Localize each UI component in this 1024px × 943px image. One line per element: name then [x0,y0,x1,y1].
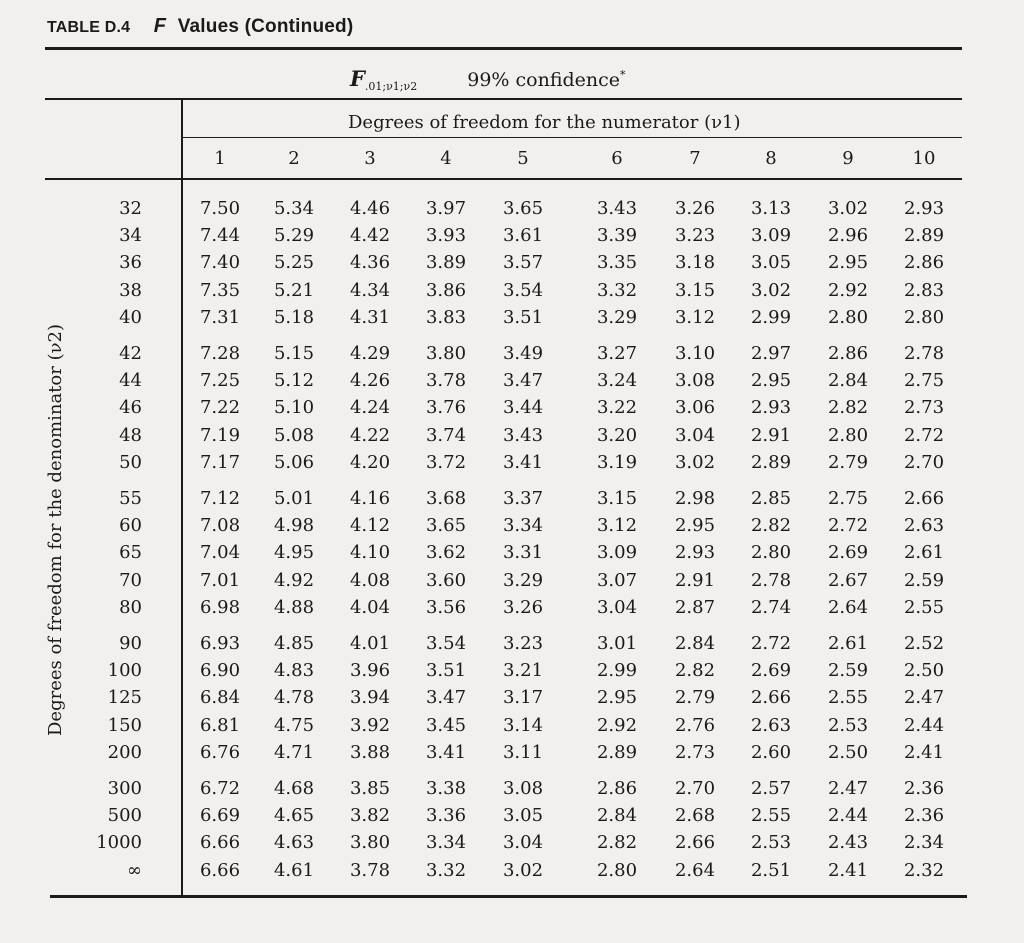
table-cell: 3.29 [596,306,638,328]
table-cell: 3.83 [425,306,467,328]
table-cell: 2.55 [827,687,869,709]
row-label-10: 55 [119,488,142,509]
table-cell: 2.73 [674,741,716,763]
table-cell: 7.35 [199,279,241,301]
table-cell: 3.15 [596,488,638,509]
table-cell: 3.34 [425,832,467,854]
table-cell: 2.72 [903,424,945,446]
column-header-7: 7 [689,148,701,169]
table-cell: 2.82 [827,397,869,419]
table-cell: 4.42 [349,225,391,247]
table-cell: 3.01 [596,633,638,654]
row-label-13: 70 [119,569,142,591]
table-cell: 3.26 [502,596,544,618]
table-cell: 2.80 [827,424,869,446]
table-cell: 3.06 [674,397,716,419]
table-cell: 3.11 [502,741,544,763]
table-cell: 2.59 [827,660,869,682]
table-cell: 2.70 [903,451,945,473]
table-cell: 2.44 [827,805,869,827]
table-cell: 2.95 [827,252,869,274]
table-cell: 6.72 [199,778,241,799]
table-cell: 2.76 [674,714,716,736]
column-header-8: 8 [765,148,777,169]
table-cell: 2.74 [750,596,792,618]
table-cell: 3.04 [596,596,638,618]
table-cell: 3.34 [502,515,544,537]
table-cell: 2.59 [903,569,945,591]
table-cell: 2.86 [827,343,869,364]
table-cell: 2.52 [903,633,945,654]
column-header-5: 5 [517,148,529,169]
table-cell: 4.75 [273,714,315,736]
table-cell: 4.20 [349,451,391,473]
table-cell: 5.21 [273,279,315,301]
table-cell: 3.49 [502,343,544,364]
table-cell: 5.12 [273,370,315,392]
table-cell: 3.54 [502,279,544,301]
table-cell: 2.51 [750,859,792,881]
table-cell: 2.72 [827,515,869,537]
table-cell: 3.89 [425,252,467,274]
table-cell: 3.38 [425,778,467,799]
table-cell: 2.75 [903,370,945,392]
table-cell: 3.44 [502,397,544,419]
table-cell: 3.05 [502,805,544,827]
table-cell: 3.05 [750,252,792,274]
table-cell: 2.70 [674,778,716,799]
table-cell: 2.36 [903,805,945,827]
caption-f-letter: F [153,15,167,37]
table-cell: 7.08 [199,515,241,537]
table-cell: 6.66 [199,859,241,881]
row-label-16: 100 [107,660,142,682]
table-cell: 3.43 [502,424,544,446]
top-rule [45,47,962,50]
table-cell: 3.32 [425,859,467,881]
row-label-5: 42 [119,343,142,364]
table-cell: 2.91 [750,424,792,446]
table-cell: 3.74 [425,424,467,446]
bottom-rule [50,895,967,898]
table-cell: 5.34 [273,198,315,219]
table-cell: 2.92 [596,714,638,736]
row-label-9: 50 [119,451,142,473]
table-cell: 2.63 [750,714,792,736]
table-cell: 2.89 [903,225,945,247]
table-cell: 3.23 [674,225,716,247]
table-cell: 3.10 [674,343,716,364]
row-label-7: 46 [119,397,142,419]
table-cell: 3.36 [425,805,467,827]
table-cell: 3.82 [349,805,391,827]
table-cell: 2.99 [750,306,792,328]
table-cell: 2.66 [903,488,945,509]
table-cell: 2.79 [827,451,869,473]
table-cell: 2.61 [827,633,869,654]
table-cell: 3.02 [750,279,792,301]
table-cell: 3.80 [349,832,391,854]
table-cell: 2.80 [750,542,792,564]
table-cell: 4.88 [273,596,315,618]
table-cell: 6.81 [199,714,241,736]
table-cell: 5.25 [273,252,315,274]
table-cell: 3.35 [596,252,638,274]
table-cell: 3.56 [425,596,467,618]
table-cell: 7.01 [199,569,241,591]
column-header-2: 2 [288,148,300,169]
table-cell: 2.34 [903,832,945,854]
table-cell: 7.17 [199,451,241,473]
table-cell: 2.84 [674,633,716,654]
table-cell: 2.41 [827,859,869,881]
table-cell: 3.08 [502,778,544,799]
table-cell: 3.32 [596,279,638,301]
table-cell: 3.04 [502,832,544,854]
table-cell: 3.15 [674,279,716,301]
table-cell: 3.14 [502,714,544,736]
table-cell: 4.10 [349,542,391,564]
table-cell: 2.84 [827,370,869,392]
table-subheader [350,66,626,93]
table-cell: 4.29 [349,343,391,364]
table-cell: 3.31 [502,542,544,564]
table-cell: 2.50 [827,741,869,763]
table-cell: 4.16 [349,488,391,509]
table-cell: 6.90 [199,660,241,682]
table-cell: 3.68 [425,488,467,509]
table-cell: 3.47 [502,370,544,392]
table-cell: 5.10 [273,397,315,419]
table-cell: 7.44 [199,225,241,247]
table-cell: 3.93 [425,225,467,247]
table-cell: 2.78 [750,569,792,591]
row-label-12: 65 [119,542,142,564]
table-cell: 4.98 [273,515,315,537]
stub-divider [181,100,183,895]
table-cell: 2.82 [674,660,716,682]
table-cell: 2.32 [903,859,945,881]
table-cell: 3.54 [425,633,467,654]
row-label-23: ∞ [127,859,142,881]
row-label-15: 90 [119,633,142,654]
table-cell: 3.12 [596,515,638,537]
table-cell: 4.24 [349,397,391,419]
table-cell: 6.98 [199,596,241,618]
confidence-label: 99% confidence [467,69,621,91]
footnote-mark: * [620,68,626,82]
table-cell: 4.04 [349,596,391,618]
table-cell: 3.19 [596,451,638,473]
table-cell: 2.64 [827,596,869,618]
table-cell: 2.78 [903,343,945,364]
table-cell: 3.17 [502,687,544,709]
table-cell: 3.65 [502,198,544,219]
table-cell: 4.71 [273,741,315,763]
table-cell: 2.75 [827,488,869,509]
table-cell: 2.86 [903,252,945,274]
table-cell: 2.69 [827,542,869,564]
table-cell: 7.19 [199,424,241,446]
table-cell: 3.41 [425,741,467,763]
table-cell: 2.66 [674,832,716,854]
row-label-19: 200 [107,741,142,763]
row-label-17: 125 [107,687,142,709]
table-cell: 4.12 [349,515,391,537]
table-cell: 3.37 [502,488,544,509]
table-cell: 3.41 [502,451,544,473]
table-cell: 2.73 [903,397,945,419]
table-cell: 2.89 [750,451,792,473]
table-cell: 3.29 [502,569,544,591]
row-label-8: 48 [119,424,142,446]
table-cell: 2.44 [903,714,945,736]
row-label-18: 150 [107,714,142,736]
subheader-f: F [350,66,365,91]
table-cell: 4.63 [273,832,315,854]
table-cell: 4.78 [273,687,315,709]
table-cell: 3.21 [502,660,544,682]
table-cell: 3.39 [596,225,638,247]
table-cell: 3.51 [502,306,544,328]
table-cell: 2.85 [750,488,792,509]
table-cell: 5.06 [273,451,315,473]
table-cell: 3.72 [425,451,467,473]
subheader-subscript: .01;ν1;ν2 [364,80,418,93]
table-cell: 2.53 [750,832,792,854]
numerator-title: Degrees of freedom for the numerator (ν1) [348,112,741,133]
table-cell: 4.22 [349,424,391,446]
table-cell: 2.69 [750,660,792,682]
table-cell: 2.67 [827,569,869,591]
table-cell: 3.96 [349,660,391,682]
table-cell: 2.50 [903,660,945,682]
table-cell: 3.02 [827,198,869,219]
table-cell: 6.69 [199,805,241,827]
table-cell: 4.26 [349,370,391,392]
table-cell: 3.65 [425,515,467,537]
column-header-3: 3 [364,148,376,169]
row-label-6: 44 [119,370,142,392]
table-cell: 7.22 [199,397,241,419]
column-header-6: 6 [611,148,623,169]
table-cell: 2.86 [596,778,638,799]
table-cell: 3.20 [596,424,638,446]
table-cell: 4.08 [349,569,391,591]
row-label-4: 40 [119,306,142,328]
table-id: TABLE D.4 [47,19,131,36]
table-cell: 2.80 [596,859,638,881]
table-cell: 4.85 [273,633,315,654]
row-label-11: 60 [119,515,142,537]
table-cell: 6.84 [199,687,241,709]
table-cell: 5.18 [273,306,315,328]
table-cell: 2.60 [750,741,792,763]
table-cell: 2.87 [674,596,716,618]
column-header-9: 9 [842,148,854,169]
table-cell: 3.09 [750,225,792,247]
table-cell: 4.92 [273,569,315,591]
table-cell: 2.82 [596,832,638,854]
table-cell: 2.92 [827,279,869,301]
table-cell: 2.95 [750,370,792,392]
table-cell: 7.50 [199,198,241,219]
table-cell: 2.63 [903,515,945,537]
table-cell: 2.97 [750,343,792,364]
table-cell: 3.04 [674,424,716,446]
table-cell: 6.76 [199,741,241,763]
table-cell: 2.41 [903,741,945,763]
table-cell: 2.82 [750,515,792,537]
table-cell: 3.07 [596,569,638,591]
table-cell: 6.93 [199,633,241,654]
table-cell: 2.99 [596,660,638,682]
table-cell: 2.68 [674,805,716,827]
table-cell: 7.40 [199,252,241,274]
table-cell: 3.24 [596,370,638,392]
table-cell: 5.08 [273,424,315,446]
table-cell: 3.61 [502,225,544,247]
table-cell: 7.31 [199,306,241,328]
table-cell: 3.23 [502,633,544,654]
column-header-10: 10 [912,148,936,169]
table-cell: 3.92 [349,714,391,736]
table-cell: 2.89 [596,741,638,763]
table-caption [47,15,353,38]
table-cell: 4.83 [273,660,315,682]
table-cell: 2.83 [903,279,945,301]
table-cell: 3.13 [750,198,792,219]
denominator-title: Degrees of freedom for the denominator (ν2) [45,323,66,737]
table-cell: 3.26 [674,198,716,219]
table-cell: 4.01 [349,633,391,654]
table-cell: 2.36 [903,778,945,799]
table-cell: 4.36 [349,252,391,274]
table-cell: 2.57 [750,778,792,799]
table-cell: 2.98 [674,488,716,509]
table-cell: 3.45 [425,714,467,736]
table-cell: 5.15 [273,343,315,364]
table-cell: 4.46 [349,198,391,219]
table-cell: 3.22 [596,397,638,419]
table-cell: 2.96 [827,225,869,247]
table-cell: 2.47 [827,778,869,799]
table-cell: 4.34 [349,279,391,301]
table-cell: 2.93 [674,542,716,564]
table-cell: 2.91 [674,569,716,591]
table-cell: 2.79 [674,687,716,709]
table-cell: 2.80 [827,306,869,328]
table-cell: 3.86 [425,279,467,301]
table-cell: 7.28 [199,343,241,364]
table-cell: 4.68 [273,778,315,799]
table-cell: 3.97 [425,198,467,219]
table-cell: 2.64 [674,859,716,881]
table-cell: 4.95 [273,542,315,564]
table-cell: 2.66 [750,687,792,709]
table-cell: 3.02 [502,859,544,881]
table-cell: 3.47 [425,687,467,709]
table-cell: 2.93 [903,198,945,219]
row-label-2: 36 [119,252,142,274]
table-cell: 3.80 [425,343,467,364]
table-cell: 2.53 [827,714,869,736]
table-cell: 3.60 [425,569,467,591]
table-cell: 2.55 [750,805,792,827]
table-cell: 2.61 [903,542,945,564]
table-cell: 7.25 [199,370,241,392]
table-cell: 3.57 [502,252,544,274]
table-cell: 6.66 [199,832,241,854]
table-cell: 3.12 [674,306,716,328]
row-label-3: 38 [119,279,142,301]
table-cell: 2.95 [596,687,638,709]
column-header-4: 4 [440,148,452,169]
caption-title: Values (Continued) [177,16,354,37]
table-cell: 3.85 [349,778,391,799]
table-cell: 3.02 [674,451,716,473]
table-cell: 2.72 [750,633,792,654]
table-cell: 3.27 [596,343,638,364]
table-cell: 3.09 [596,542,638,564]
table-cell: 4.31 [349,306,391,328]
table-cell: 2.95 [674,515,716,537]
row-label-21: 500 [107,805,142,827]
table-cell: 3.51 [425,660,467,682]
table-cell: 7.04 [199,542,241,564]
row-label-20: 300 [107,778,142,799]
table-cell: 3.78 [349,859,391,881]
table-cell: 4.61 [273,859,315,881]
table-cell: 3.62 [425,542,467,564]
table-cell: 2.80 [903,306,945,328]
table-cell: 4.65 [273,805,315,827]
table-cell: 3.94 [349,687,391,709]
table-cell: 7.12 [199,488,241,509]
table-cell: 3.08 [674,370,716,392]
table-cell: 3.88 [349,741,391,763]
row-label-14: 80 [119,596,142,618]
numerator-rule [182,137,962,138]
table-cell: 3.43 [596,198,638,219]
column-header-1: 1 [214,148,226,169]
table-cell: 2.47 [903,687,945,709]
row-label-1: 34 [119,225,142,247]
table-cell: 3.18 [674,252,716,274]
row-label-0: 32 [119,198,142,219]
table-cell: 5.01 [273,488,315,509]
row-label-22: 1000 [96,832,142,854]
table-cell: 2.43 [827,832,869,854]
table-cell: 3.76 [425,397,467,419]
table-cell: 3.78 [425,370,467,392]
table-cell: 2.93 [750,397,792,419]
table-cell: 5.29 [273,225,315,247]
table-cell: 2.84 [596,805,638,827]
table-cell: 2.55 [903,596,945,618]
